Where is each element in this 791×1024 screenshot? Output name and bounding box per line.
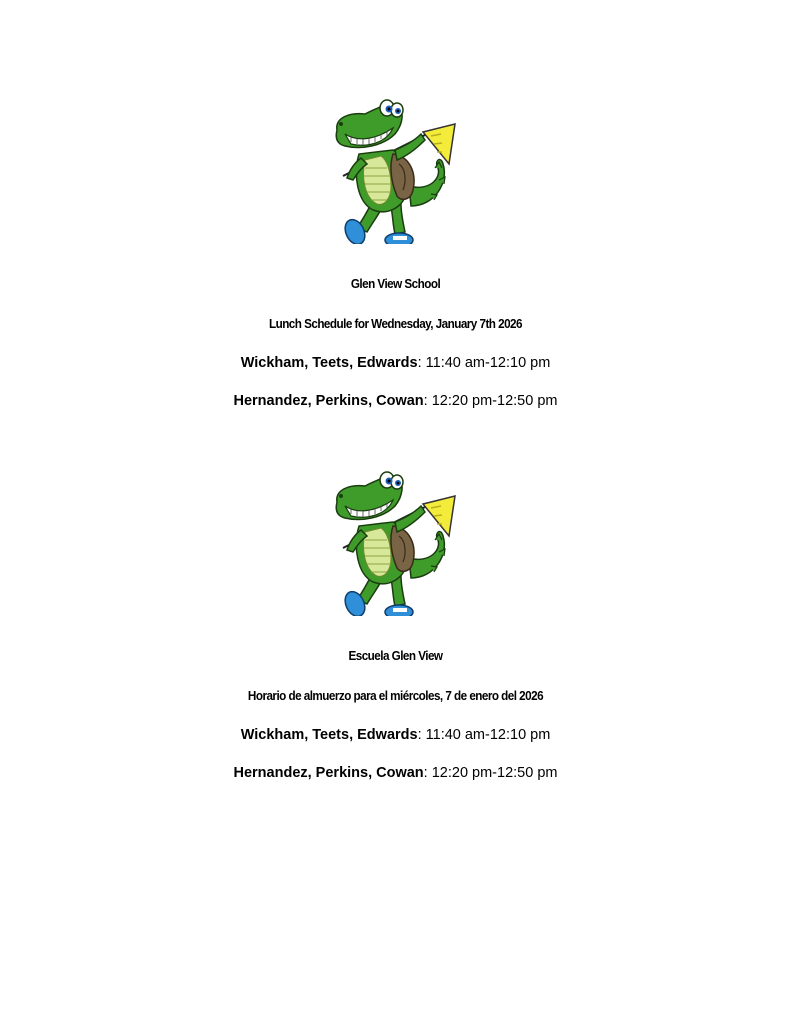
schedule-line <box>0 392 791 410</box>
schedule-title: Horario de almuerzo para el miércoles, 7 de enero del 2026 <box>247 688 544 703</box>
group-names: Hernandez, Perkins, Cowan <box>233 765 424 781</box>
english-section <box>0 94 791 244</box>
group-names: Wickham, Teets, Edwards <box>240 355 418 371</box>
school-name: Escuela Glen View <box>348 648 443 663</box>
group-time: : 12:20 pm-12:50 pm <box>423 393 558 409</box>
group-time: : 12:20 pm-12:50 pm <box>423 765 558 781</box>
alligator-mascot-icon <box>331 466 461 616</box>
schedule-title: Lunch Schedule for Wednesday, January 7th 2026 <box>268 316 523 331</box>
english-school-name-row <box>0 276 791 292</box>
spanish-school-name-row <box>0 648 791 664</box>
schedule-line <box>0 354 791 372</box>
school-name: Glen View School <box>350 276 441 291</box>
spanish-group-2 <box>0 764 791 782</box>
schedule-line <box>0 726 791 744</box>
group-names: Wickham, Teets, Edwards <box>240 727 418 743</box>
alligator-mascot-icon <box>331 94 461 244</box>
spanish-schedule-title-row <box>0 688 791 704</box>
group-time: : 11:40 am-12:10 pm <box>417 355 551 371</box>
english-schedule-title-row <box>0 316 791 332</box>
group-time: : 11:40 am-12:10 pm <box>417 727 551 743</box>
spanish-section <box>0 466 791 616</box>
english-group-1 <box>0 354 791 372</box>
spanish-group-1 <box>0 726 791 744</box>
schedule-line <box>0 764 791 782</box>
english-group-2 <box>0 392 791 410</box>
group-names: Hernandez, Perkins, Cowan <box>233 393 424 409</box>
